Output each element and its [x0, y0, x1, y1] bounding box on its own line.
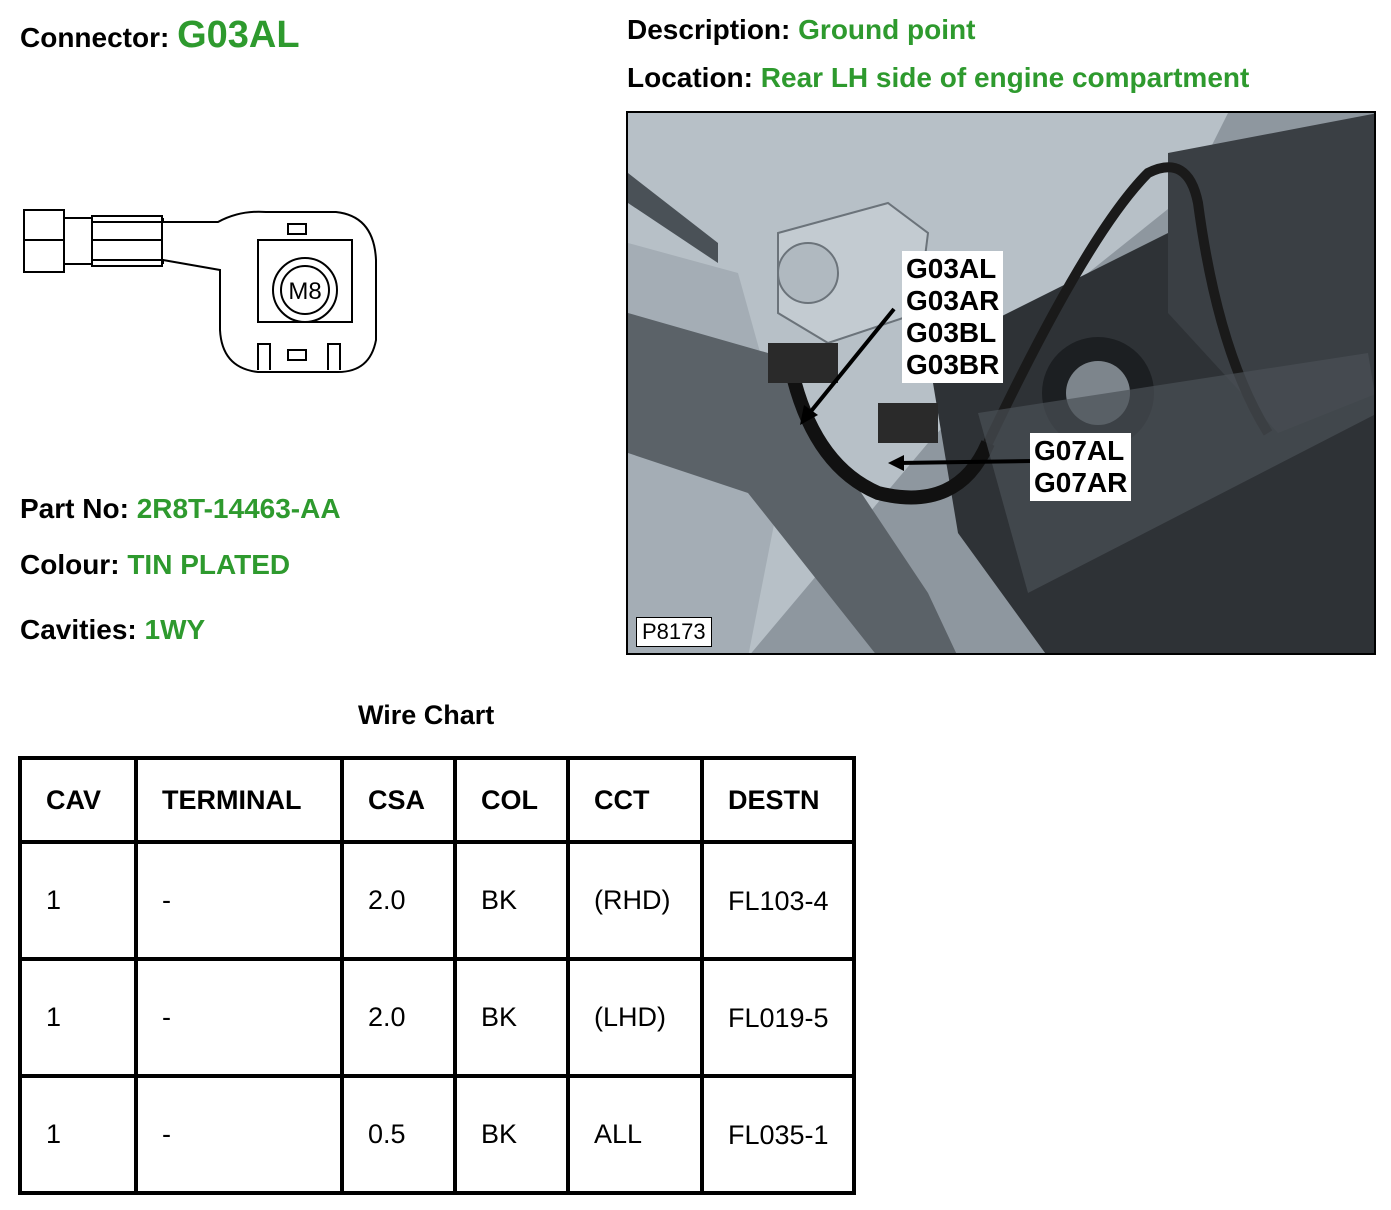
cell-cct: (RHD): [568, 842, 702, 959]
colour-label: Colour:: [20, 549, 120, 580]
header-cct: CCT: [568, 758, 702, 842]
location-field: [627, 62, 1249, 94]
cavities-label: Cavities:: [20, 614, 137, 645]
header-csa: CSA: [342, 758, 455, 842]
engine-bay-illustration: [628, 113, 1376, 655]
cell-terminal: -: [136, 959, 342, 1076]
cell-destn: FL035-1: [702, 1076, 854, 1193]
cell-csa: 0.5: [342, 1076, 455, 1193]
cell-col: BK: [455, 1076, 568, 1193]
connector-field: [20, 14, 300, 57]
table-row: [20, 959, 854, 1076]
location-value: Rear LH side of engine compartment: [760, 62, 1250, 93]
cell-cav: 1: [20, 1076, 136, 1193]
header-terminal: TERMINAL: [136, 758, 342, 842]
header-cav: CAV: [20, 758, 136, 842]
description-label: Description:: [627, 14, 791, 45]
header-destn: DESTN: [702, 758, 854, 842]
location-label: Location:: [627, 62, 753, 93]
colour-value: TIN PLATED: [127, 549, 291, 580]
cell-cct: (LHD): [568, 959, 702, 1076]
connector-value: G03AL: [177, 14, 300, 56]
cell-destn: FL019-5: [702, 959, 854, 1076]
ring-terminal-diagram: [18, 200, 388, 380]
cell-col: BK: [455, 959, 568, 1076]
stud-size-label: M8: [288, 278, 322, 305]
location-photo: [626, 111, 1376, 655]
cavities-field: [20, 614, 205, 646]
part-number-field: [20, 493, 341, 525]
part-number-value: 2R8T-14463-AA: [136, 493, 341, 524]
ground-callout-g07: G07AL G07AR: [1030, 433, 1131, 501]
part-number-label: Part No:: [20, 493, 129, 524]
cell-csa: 2.0: [342, 959, 455, 1076]
ground-callout-g03: G03AL G03AR G03BL G03BR: [902, 251, 1003, 383]
table-row: [20, 1076, 854, 1193]
cell-csa: 2.0: [342, 842, 455, 959]
cell-terminal: -: [136, 842, 342, 959]
photo-reference-number: P8173: [636, 617, 712, 647]
cell-terminal: -: [136, 1076, 342, 1193]
description-field: [627, 14, 975, 46]
connector-label: Connector:: [20, 22, 170, 53]
wire-chart-title: Wire Chart: [358, 700, 495, 730]
table-header-row: [20, 758, 854, 842]
table-row: [20, 842, 854, 959]
colour-field: [20, 549, 290, 581]
cell-destn: FL103-4: [702, 842, 854, 959]
cell-cct: ALL: [568, 1076, 702, 1193]
cell-cav: 1: [20, 842, 136, 959]
cell-cav: 1: [20, 959, 136, 1076]
wire-chart-table: [18, 756, 856, 1195]
description-value: Ground point: [798, 14, 976, 45]
cell-col: BK: [455, 842, 568, 959]
header-col: COL: [455, 758, 568, 842]
cavities-value: 1WY: [144, 614, 206, 645]
